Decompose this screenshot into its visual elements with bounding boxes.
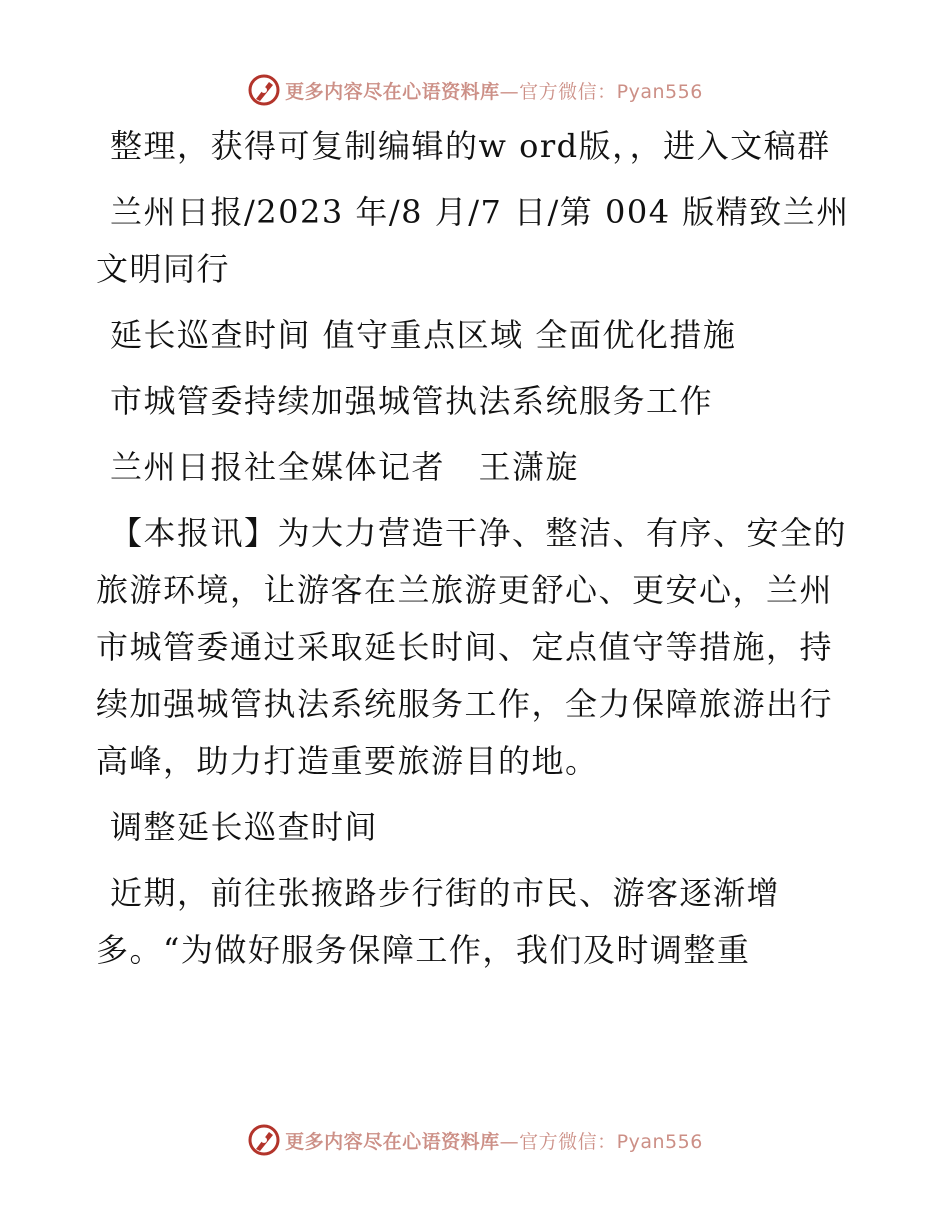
watermark-text: 更多内容尽在心语资料库—官方微信：Pyan556 [285, 1130, 703, 1153]
header-watermark [0, 70, 950, 110]
document-body [96, 118, 856, 988]
byline: 兰州日报社全媒体记者 王潇旋 [110, 448, 580, 486]
paragraph-body: 近期，前往张掖路步行街的市民、游客逐渐增多。“为做好服务保障工作，我们及时调整重 [96, 874, 781, 969]
paragraph-source: 兰州日报/2023 年/8 月/7 日/第 004 版精致兰州 文明同行 [96, 193, 850, 288]
paragraph-intro: 整理，获得可复制编辑的w ord版，，进入文稿群 [110, 127, 831, 165]
section-heading: 调整延长巡查时间 [110, 808, 379, 846]
pen-logo-icon [247, 73, 281, 107]
headline-subtitle: 延长巡查时间 值守重点区域 全面优化措施 [110, 316, 737, 354]
watermark-text: 更多内容尽在心语资料库—官方微信：Pyan556 [285, 80, 703, 103]
headline-title: 市城管委持续加强城管执法系统服务工作 [110, 382, 714, 420]
footer-watermark [0, 1120, 950, 1160]
paragraph-lead: 【本报讯】为大力营造干净、整洁、有序、安全的旅游环境，让游客在兰旅游更舒心、更安心，兰州市城管委通过采取延长时间、定点值守等措施，持续加强城管执法系统服务工作，全力保障旅游出行高峰，助力打造重要旅游目的地。 [96, 514, 848, 780]
pen-logo-icon [247, 1123, 281, 1157]
